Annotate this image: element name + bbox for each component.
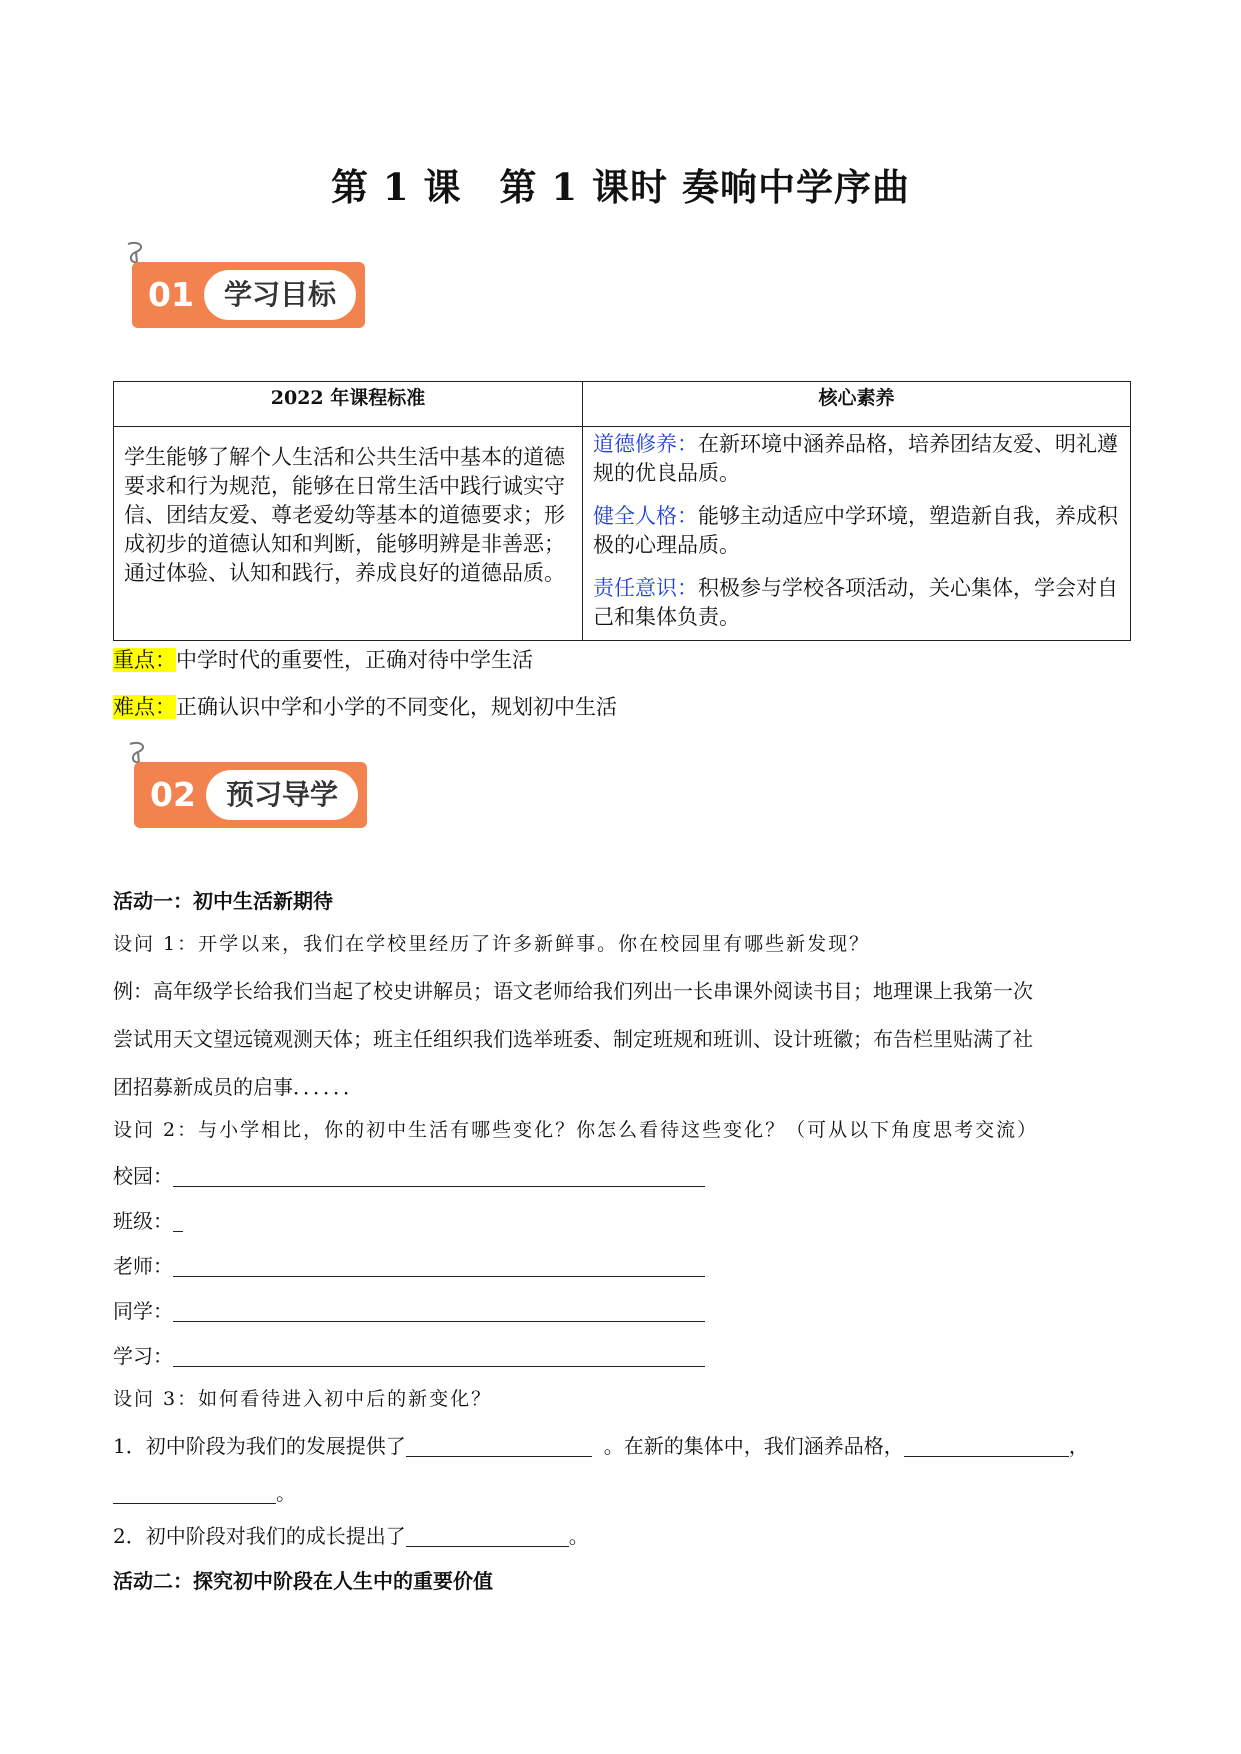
competency-name: 道德修养 <box>593 432 677 456</box>
activity-2-title: 活动二：探究初中阶段在人生中的重要价值 <box>113 1569 493 1593</box>
key-point-text: 中学时代的重要性，正确对待中学生活 <box>176 648 533 672</box>
section-badge-preview <box>122 740 367 836</box>
fill-text: 1．初中阶段为我们的发展提供了 <box>113 1434 406 1458</box>
field-label: 校园： <box>113 1164 173 1188</box>
fill-text: 。 <box>276 1481 296 1505</box>
fill-text: 。 <box>568 1524 589 1548</box>
competency-text: 积极参与学校各项活动，关心集体，学会对自己和集体负责。 <box>593 576 1118 629</box>
competency-text: 在新环境中涵养品格，培养团结友爱、明礼遵规的优良品质。 <box>593 432 1118 485</box>
fill-line-1 <box>113 1430 1089 1459</box>
field-row-campus <box>113 1160 705 1189</box>
answer-blank[interactable] <box>406 1526 569 1547</box>
standard-text: 学生能够了解个人生活和公共生活中基本的道德要求和行为规范，能够在日常生活中践行诚实守信、团结友爱、尊老爱幼等基本的道德要求；形成初步的道德认知和判断，能够明辨是非善恶；通过体验、认知和践行，养成良好的道德品质。 <box>114 427 583 641</box>
field-label: 老师： <box>113 1254 173 1278</box>
field-row-classmates <box>113 1295 705 1324</box>
question-3: 设问 3：如何看待进入初中后的新变化？ <box>113 1388 493 1410</box>
example-line: 尝试用天文望远镜观测天体；班主任组织我们选举班委、制定班规和班训、设计班徽；布告栏里贴满了社 <box>113 1027 1033 1051</box>
page-title: 第 1 课 第 1 课时 奏响中学序曲 <box>331 165 910 209</box>
section-label: 预习导学 <box>206 770 358 820</box>
field-label: 同学： <box>113 1299 173 1323</box>
example-line: 例：高年级学长给我们当起了校史讲解员；语文老师给我们列出一长串课外阅读书目；地理课上我第一次 <box>113 979 1033 1003</box>
section-label: 学习目标 <box>204 270 356 320</box>
answer-blank[interactable] <box>173 1166 705 1187</box>
field-row-teacher <box>113 1250 705 1279</box>
key-point <box>113 644 533 674</box>
field-label: 班级： <box>113 1209 173 1233</box>
answer-blank[interactable] <box>904 1436 1069 1457</box>
section-number: 02 <box>150 775 196 814</box>
fill-text: ， <box>1068 1434 1089 1458</box>
fill-text: 2．初中阶段对我们的成长提出了 <box>113 1524 406 1548</box>
competency-list <box>583 427 1131 641</box>
key-point-label: 重点： <box>113 648 176 672</box>
field-label: 学习： <box>113 1344 173 1368</box>
fill-text: 。在新的集体中，我们涵养品格， <box>603 1434 904 1458</box>
difficult-point-text: 正确认识中学和小学的不同变化，规划初中生活 <box>176 695 617 719</box>
competency-text: 能够主动适应中学环境，塑造新自我，养成积极的心理品质。 <box>593 504 1118 557</box>
field-row-study <box>113 1340 705 1369</box>
fill-line-1-cont <box>113 1477 296 1506</box>
answer-blank[interactable] <box>173 1256 705 1277</box>
answer-blank[interactable] <box>173 1211 183 1232</box>
competency-item: 责任意识：积极参与学校各项活动，关心集体，学会对自己和集体负责。 <box>593 576 1118 629</box>
competency-name: 健全人格 <box>593 504 677 528</box>
answer-blank[interactable] <box>173 1301 705 1322</box>
section-number: 01 <box>148 275 194 314</box>
answer-blank[interactable] <box>173 1346 705 1367</box>
standards-table <box>113 381 1131 641</box>
answer-blank[interactable] <box>406 1436 592 1457</box>
competency-item: 道德修养：在新环境中涵养品格，培养团结友爱、明礼遵规的优良品质。 <box>593 432 1118 485</box>
difficult-point-label: 难点： <box>113 695 176 719</box>
difficult-point <box>113 691 617 721</box>
example-line: 团招募新成员的启事．．．．．． <box>113 1075 363 1099</box>
question-1: 设问 1：开学以来，我们在学校里经历了许多新鲜事。你在校园里有哪些新发现？ <box>113 933 871 955</box>
table-header-competency: 核心素养 <box>583 382 1131 427</box>
activity-1-title: 活动一：初中生活新期待 <box>113 889 333 913</box>
table-header-standard: 2022 年课程标准 <box>114 382 583 427</box>
fill-line-2 <box>113 1520 589 1549</box>
question-2: 设问 2：与小学相比，你的初中生活有哪些变化？你怎么看待这些变化？（可从以下角度思考交流） <box>113 1119 1039 1141</box>
answer-blank[interactable] <box>113 1483 276 1504</box>
field-row-class <box>113 1205 183 1234</box>
competency-item: 健全人格：能够主动适应中学环境，塑造新自我，养成积极的心理品质。 <box>593 504 1118 557</box>
competency-name: 责任意识 <box>593 576 677 600</box>
section-badge-learning-goals <box>120 240 365 336</box>
